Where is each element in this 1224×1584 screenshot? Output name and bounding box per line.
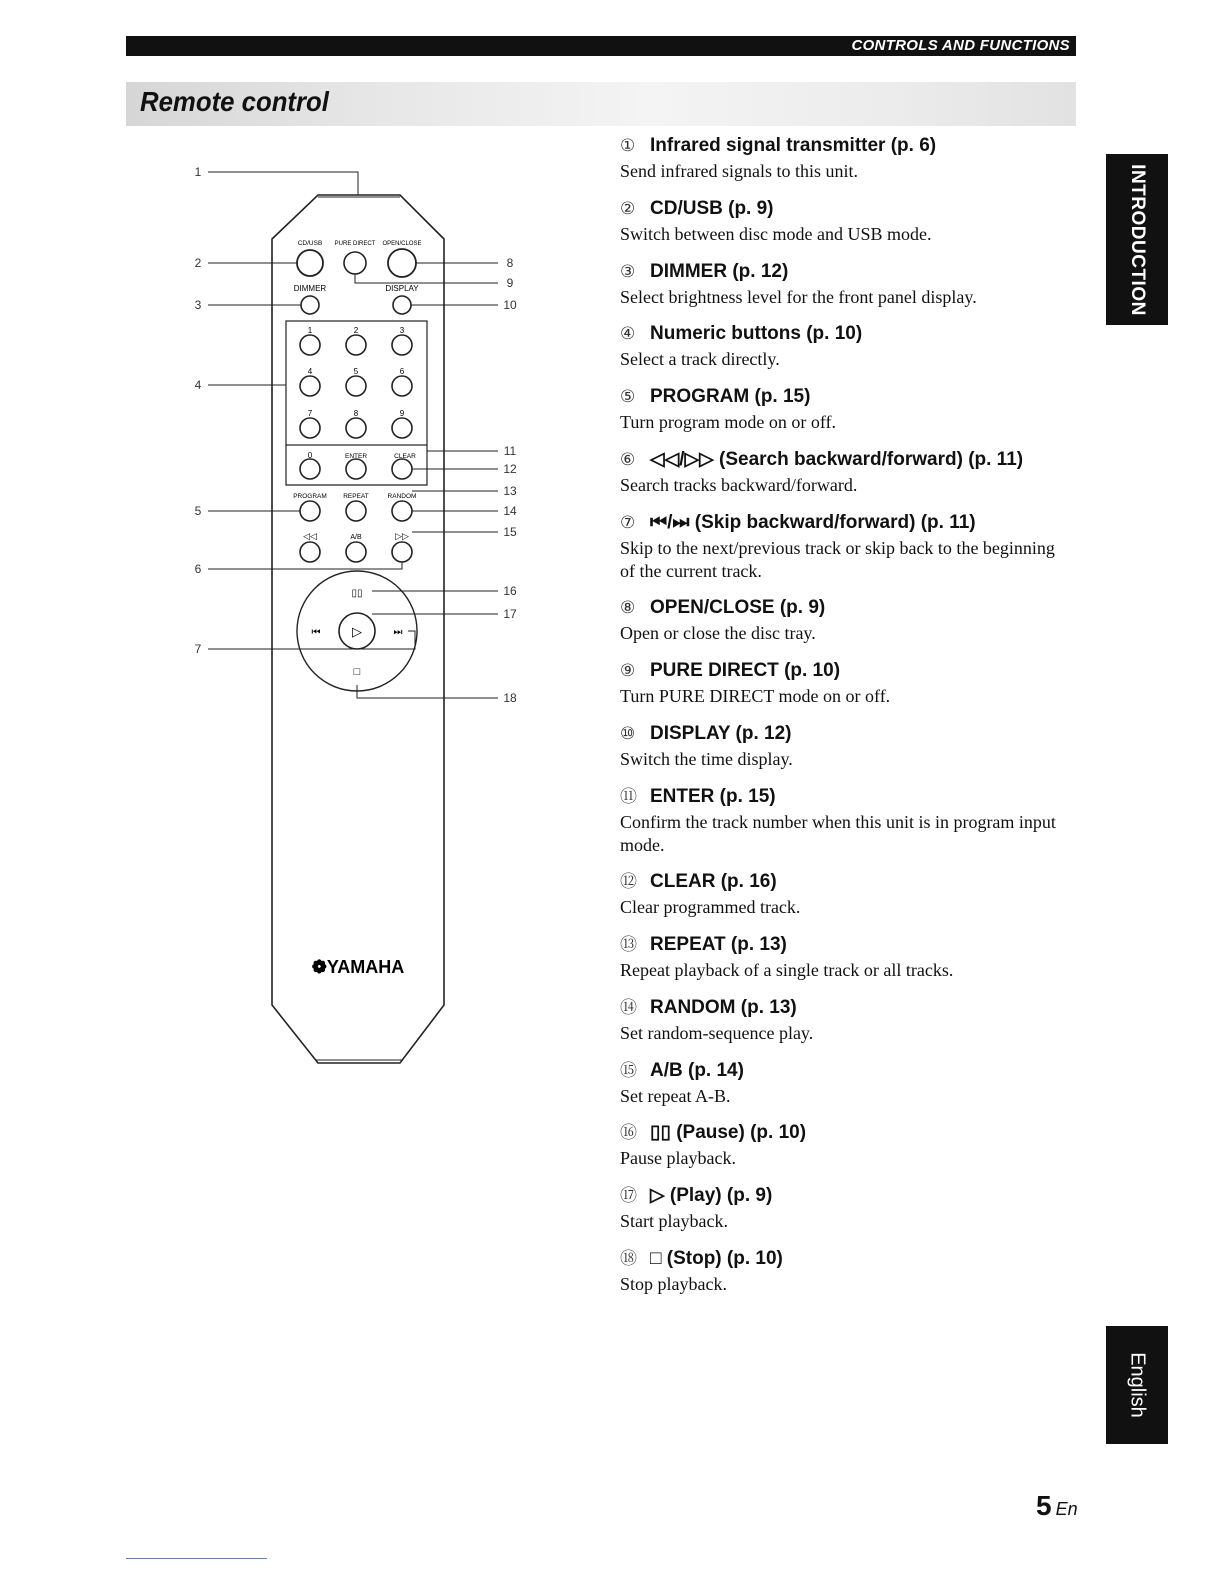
ab-button [346, 542, 366, 562]
item-body: Send infrared signals to this unit. [620, 161, 858, 181]
item-body: Pause playback. [620, 1148, 736, 1169]
item-title: PROGRAM (p. 15) [650, 386, 811, 408]
key-7 [300, 418, 320, 438]
description-item [620, 509, 1070, 595]
callout-15: 15 [503, 525, 517, 539]
page-title: Remote control [140, 86, 329, 117]
item-body: Repeat playback of a single track or all tracks. [620, 959, 954, 980]
section-title: CONTROLS AND FUNCTIONS [851, 37, 1070, 54]
item-title: CLEAR (p. 16) [650, 871, 777, 893]
item-body: Open or close the disc tray. [620, 623, 816, 644]
callout-6: 6 [194, 562, 202, 576]
key-9-label: 9 [399, 409, 405, 418]
item-body: Turn PURE DIRECT mode on or off. [620, 686, 891, 707]
description-item [620, 657, 1070, 720]
english-tab-label: English [1126, 1352, 1149, 1418]
display-button [393, 296, 411, 314]
callout-17: 17 [503, 607, 517, 621]
stop-icon: □ [353, 666, 361, 678]
key-7-label: 7 [307, 409, 313, 418]
item-body: Switch between disc mode and USB mode. [620, 223, 932, 244]
skip-forward-icon: ⏭ [393, 627, 403, 638]
key-8-label: 8 [353, 409, 359, 418]
item-number: ⑧ [620, 598, 636, 618]
introduction-side-tab [1106, 154, 1168, 325]
search-back-icon: ◁◁ [303, 531, 317, 541]
description-item [620, 1057, 1070, 1120]
key-5-label: 5 [353, 367, 359, 376]
item-title: PURE DIRECT (p. 10) [650, 660, 841, 682]
item-body: Confirm the track number when this unit is in program input mode. [620, 811, 1056, 855]
description-item [620, 258, 1070, 321]
callout-12: 12 [503, 462, 517, 476]
yamaha-logo: ❁YAMAHA [311, 957, 405, 977]
item-title: ◁◁/▷▷ (Search backward/forward) (p. 11) [650, 448, 1024, 470]
callout-13: 13 [503, 484, 517, 498]
item-number: ⑥ [620, 449, 636, 469]
callout-4: 4 [194, 378, 202, 392]
callout-3: 3 [194, 298, 202, 312]
program-button [300, 501, 320, 521]
callout-9: 9 [506, 276, 514, 290]
item-number: ⑰ [620, 1186, 637, 1206]
program-label: PROGRAM [293, 493, 327, 500]
display-label: DISPLAY [385, 284, 419, 293]
item-number: ⑨ [620, 661, 636, 681]
item-title: Numeric buttons (p. 10) [650, 323, 863, 345]
description-item [620, 594, 1070, 657]
item-body: Set random-sequence play. [620, 1022, 814, 1043]
enter-label: ENTER [344, 453, 368, 460]
item-body: Stop playback. [620, 1273, 727, 1294]
item-title: DISPLAY (p. 12) [650, 722, 792, 744]
item-body: Set repeat A-B. [620, 1085, 731, 1106]
callout-16: 16 [503, 584, 517, 598]
item-body: Skip to the next/previous track or skip back to the beginning of the current track. [620, 537, 1055, 581]
item-title: CD/USB (p. 9) [650, 197, 774, 219]
item-body: Search tracks backward/forward. [620, 474, 858, 495]
callout-2: 2 [194, 256, 202, 270]
item-number: ⑬ [620, 934, 637, 954]
item-number: ⑫ [620, 872, 637, 892]
description-item [620, 868, 1070, 931]
description-item [620, 195, 1070, 258]
item-body: Start playback. [620, 1211, 728, 1232]
item-title: Infrared signal transmitter (p. 6) [650, 135, 937, 156]
introduction-tab-label: INTRODUCTION [1127, 163, 1148, 316]
open-close-button [388, 249, 416, 277]
key-2 [346, 335, 366, 355]
description-item [620, 446, 1070, 509]
callout-11: 11 [503, 444, 517, 458]
description-item [620, 931, 1070, 994]
key-1 [300, 335, 320, 355]
item-title: REPEAT (p. 13) [650, 933, 787, 955]
item-number: ⑭ [620, 997, 637, 1017]
numeric-keypad-box [286, 321, 427, 445]
description-item [620, 132, 1070, 195]
description-item [620, 994, 1070, 1057]
item-title: □ (Stop) (p. 10) [650, 1247, 783, 1269]
callout-7: 7 [194, 642, 202, 656]
skip-back-icon: ⏮ [311, 627, 321, 638]
clear-label: CLEAR [394, 453, 416, 460]
key-4 [300, 376, 320, 396]
callout-8: 8 [506, 256, 514, 270]
key-9 [392, 418, 412, 438]
item-body: Clear programmed track. [620, 897, 801, 918]
item-title: DIMMER (p. 12) [650, 260, 789, 282]
item-number: ⑦ [620, 512, 636, 532]
open-close-label: OPEN/CLOSE [382, 241, 422, 247]
description-item [620, 383, 1070, 446]
item-title: A/B (p. 14) [650, 1059, 744, 1081]
description-item [620, 320, 1070, 383]
item-title: ENTER (p. 15) [650, 785, 776, 807]
item-title: RANDOM (p. 13) [650, 996, 797, 1018]
item-number: ③ [620, 261, 636, 281]
key-2-label: 2 [353, 326, 359, 335]
repeat-label: REPEAT [343, 493, 369, 500]
clear-button [392, 459, 412, 479]
item-number: ⑮ [620, 1060, 637, 1080]
search-forward-icon: ▷▷ [395, 531, 409, 541]
item-title: OPEN/CLOSE (p. 9) [650, 597, 826, 619]
key-3 [392, 335, 412, 355]
item-body: Turn program mode on or off. [620, 412, 836, 433]
function-descriptions [620, 132, 1070, 1308]
cdusb-button [297, 250, 323, 276]
item-title: ⏮/⏭ (Skip backward/forward) (p. 11) [650, 511, 976, 533]
callout-5: 5 [194, 504, 202, 518]
item-number: ⑯ [620, 1123, 637, 1143]
brand-name: YAMAHA [326, 957, 405, 977]
page-number-value: 5 [1036, 1490, 1052, 1521]
item-number: ⑤ [620, 387, 636, 407]
key-0 [300, 459, 320, 479]
item-number: ② [620, 198, 636, 218]
random-button [392, 501, 412, 521]
item-title: ▯▯ (Pause) (p. 10) [650, 1122, 807, 1144]
pure-direct-label: PURE DIRECT [334, 241, 376, 247]
footer-line [126, 1558, 267, 1559]
item-number: ④ [620, 324, 636, 344]
item-body: Select brightness level for the front panel display. [620, 286, 977, 307]
item-number: ⑩ [620, 723, 636, 743]
callout-18: 18 [503, 691, 517, 705]
callout-14: 14 [503, 504, 517, 518]
cdusb-label: CD/USB [297, 240, 323, 247]
key-6 [392, 376, 412, 396]
description-item [620, 1245, 1070, 1308]
item-body: Select a track directly. [620, 349, 780, 370]
key-6-label: 6 [399, 367, 405, 376]
pure-direct-button [344, 252, 366, 274]
key-4-label: 4 [307, 367, 313, 376]
play-icon: ▷ [352, 624, 362, 639]
description-item [620, 720, 1070, 783]
pause-icon: ▯▯ [351, 588, 363, 599]
item-number: ⑪ [620, 786, 637, 806]
callout-10: 10 [503, 298, 517, 312]
key-8 [346, 418, 366, 438]
random-label: RANDOM [387, 493, 417, 500]
ab-label: A/B [350, 534, 362, 541]
page-language: En [1055, 1499, 1078, 1519]
section-header-bar [126, 36, 1076, 56]
description-item [620, 1119, 1070, 1182]
enter-button [346, 459, 366, 479]
page-title-band [126, 82, 1076, 126]
description-item [620, 1182, 1070, 1245]
callout-1: 1 [194, 165, 202, 179]
item-number: ① [620, 136, 636, 155]
dimmer-label: DIMMER [293, 284, 327, 293]
repeat-button [346, 501, 366, 521]
search-back-button [300, 542, 320, 562]
remote-control-diagram [186, 155, 536, 1075]
item-number: ⑱ [620, 1248, 637, 1268]
key-1-label: 1 [307, 326, 313, 335]
item-title: ▷ (Play) (p. 9) [650, 1185, 773, 1207]
key-0-label: 0 [307, 451, 313, 460]
key-5 [346, 376, 366, 396]
item-body: Switch the time display. [620, 748, 793, 769]
page-number [1036, 1490, 1078, 1522]
search-forward-button [392, 542, 412, 562]
description-item [620, 783, 1070, 869]
dimmer-button [301, 296, 319, 314]
english-side-tab [1106, 1326, 1168, 1444]
key-3-label: 3 [399, 326, 405, 335]
